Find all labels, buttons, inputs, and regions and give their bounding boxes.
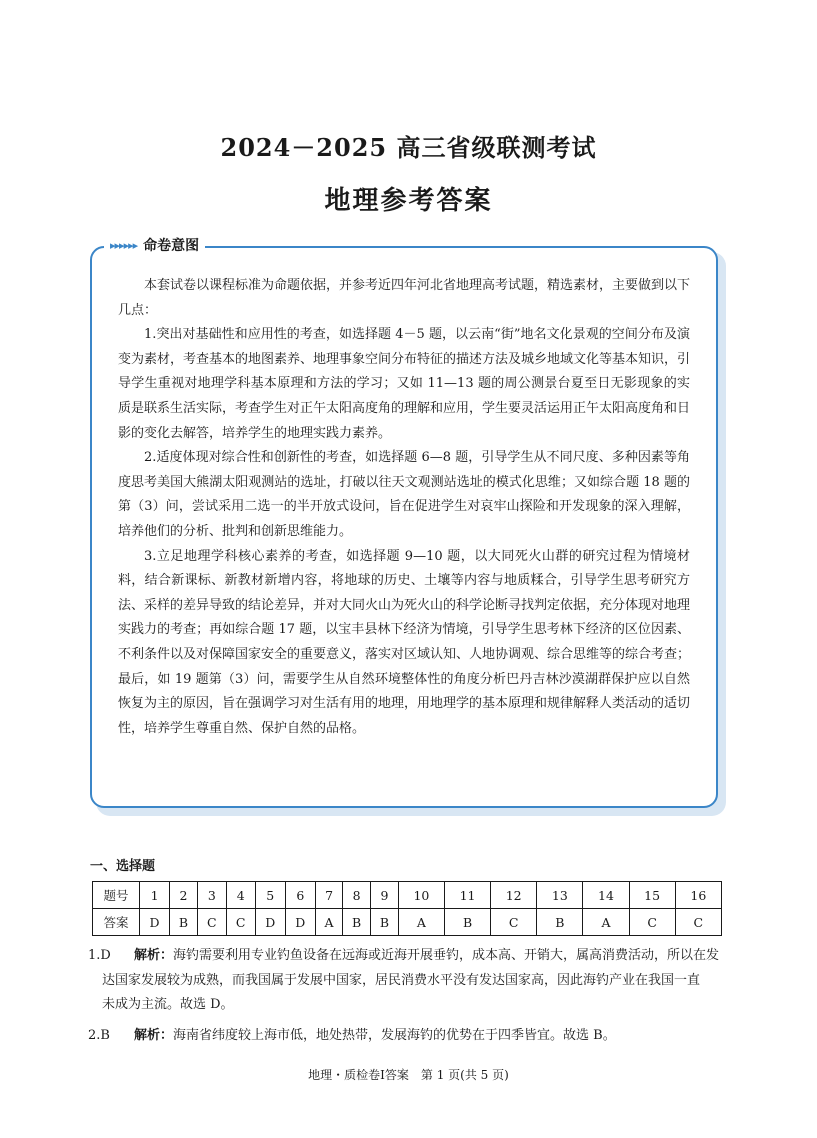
section-title: 一、选择题	[90, 859, 156, 874]
answer-cell: C	[197, 909, 226, 936]
arrow-icon: ▸▸▸▸▸▸	[110, 238, 138, 252]
answer-cell: D	[255, 909, 285, 936]
explanation-1	[88, 944, 732, 1018]
intent-paragraph: 3.立足地理学科核心素养的考查，如选择题 9—10 题，以大同死火山群的研究过程为情境材料，结合新课标、新教材新增内容，将地球的历史、土壤等内容与地质糅合，引导学生思考研究方法、采样的差异导致的结论差异，并对大同火山为死火山的科学论断寻找判定依据，充分体现对地理实践力的考查；再如综合题 17 题，以宝丰县林下经济为情境，引导学生思考林下经济的区位因素、不利条件以及对保障国家安全的重要意义，落实对区域认知、人地协调观、综合思维等的综合考查；最后，如 19 题第（3）问，需要学生从自然环境整体性的角度分析巴丹吉林沙漠湖群保护应以自然恢复为主的原因，旨在强调学习对生活有用的地理，用地理学的基本原理和规律解释人类活动的适切性，培养学生尊重自然、保护自然的品格。	[118, 548, 691, 736]
table-row	[93, 882, 722, 909]
intent-box-body	[118, 274, 690, 741]
answer-cell: B	[371, 909, 399, 936]
explanation-text: 海南省纬度较上海市低，地处热带，发展海钓的优势在于四季皆宜。故选 B。	[173, 1028, 616, 1043]
question-number-cell: 4	[226, 882, 255, 909]
intent-paragraph: 本套试卷以课程标准为命题依据，并参考近四年河北省地理高考试题，精选素材，主要做到以下几点：	[118, 278, 691, 318]
row-label: 题号	[93, 882, 140, 909]
answer-cell: B	[444, 909, 490, 936]
explanation-text: 未成为主流。故选 D。	[102, 997, 234, 1012]
question-number-cell: 12	[491, 882, 537, 909]
question-number-cell: 6	[285, 882, 315, 909]
answer-cell: A	[583, 909, 629, 936]
question-number-cell: 15	[629, 882, 675, 909]
explanation-keyword: 解析：	[134, 948, 174, 963]
answer-cell: C	[675, 909, 721, 936]
answer-cell: C	[491, 909, 537, 936]
question-number-cell: 10	[398, 882, 444, 909]
answer-cell: A	[315, 909, 342, 936]
question-number-cell: 8	[343, 882, 371, 909]
answer-cell: A	[398, 909, 444, 936]
question-number-cell: 3	[197, 882, 226, 909]
intent-box-title: 命卷意图	[143, 238, 200, 254]
intent-box-header	[104, 234, 205, 256]
answer-cell: C	[629, 909, 675, 936]
explanation-text: 海钓需要利用专业钓鱼设备在远海或近海开展垂钓，成本高、开销大，属高消费活动，所以在发	[173, 948, 720, 963]
question-number-cell: 16	[675, 882, 721, 909]
answer-cell: D	[285, 909, 315, 936]
question-number-cell: 2	[170, 882, 198, 909]
answer-cell: B	[170, 909, 198, 936]
question-number-cell: 11	[444, 882, 490, 909]
explanation-text: 达国家发展较为成熟，而我国属于发展中国家，居民消费水平没有发达国家高，因此海钓产业在我国一直	[102, 972, 701, 988]
explanation-number: 1.D	[88, 948, 111, 963]
page-footer: 地理・质检卷Ⅰ答案 第 1 页(共 5 页)	[308, 1068, 509, 1082]
question-number-cell: 14	[583, 882, 629, 909]
question-number-cell: 7	[315, 882, 342, 909]
answer-table	[92, 881, 722, 936]
row-label: 答案	[93, 909, 140, 936]
exam-title: 2024－2025 高三省级联测考试	[220, 133, 597, 162]
explanation-keyword: 解析：	[134, 1028, 174, 1043]
intent-paragraph: 1.突出对基础性和应用性的考查，如选择题 4－5 题，以云南“街”地名文化景观的空间分布及演变为素材，考查基本的地图素养、地理事象空间分布特征的描述方法及城乡地域文化等基本知识，引导学生重视对地理学科基本原理和方法的学习；又如 11—13 题的周公测景台夏至日无影现象的实质是联系生活实际，考查学生对正午太阳高度角的理解和应用，学生要灵活运用正午太阳高度角和日影的变化去解答，培养学生的地理实践力素养。	[118, 327, 691, 441]
question-number-cell: 1	[140, 882, 170, 909]
explanation-2	[88, 1024, 732, 1049]
answer-cell: B	[537, 909, 583, 936]
answer-cell: C	[226, 909, 255, 936]
answer-cell: B	[343, 909, 371, 936]
question-number-cell: 5	[255, 882, 285, 909]
table-row	[93, 909, 722, 936]
question-number-cell: 13	[537, 882, 583, 909]
answer-title: 地理参考答案	[324, 186, 493, 216]
answer-cell: D	[140, 909, 170, 936]
question-number-cell: 9	[371, 882, 399, 909]
intent-paragraph: 2.适度体现对综合性和创新性的考查，如选择题 6—8 题，引导学生从不同尺度、多种因素等角度思考美国大熊湖太阳观测站的选址，打破以往天文观测站选址的模式化思维；又如综合题 18 题的第（3）问，尝试采用二选一的半开放式设问，旨在促进学生对哀牢山探险和开发现象的深入理解，培养他们的分析、批判和创新思维能力。	[118, 450, 690, 539]
explanation-number: 2.B	[88, 1028, 110, 1043]
